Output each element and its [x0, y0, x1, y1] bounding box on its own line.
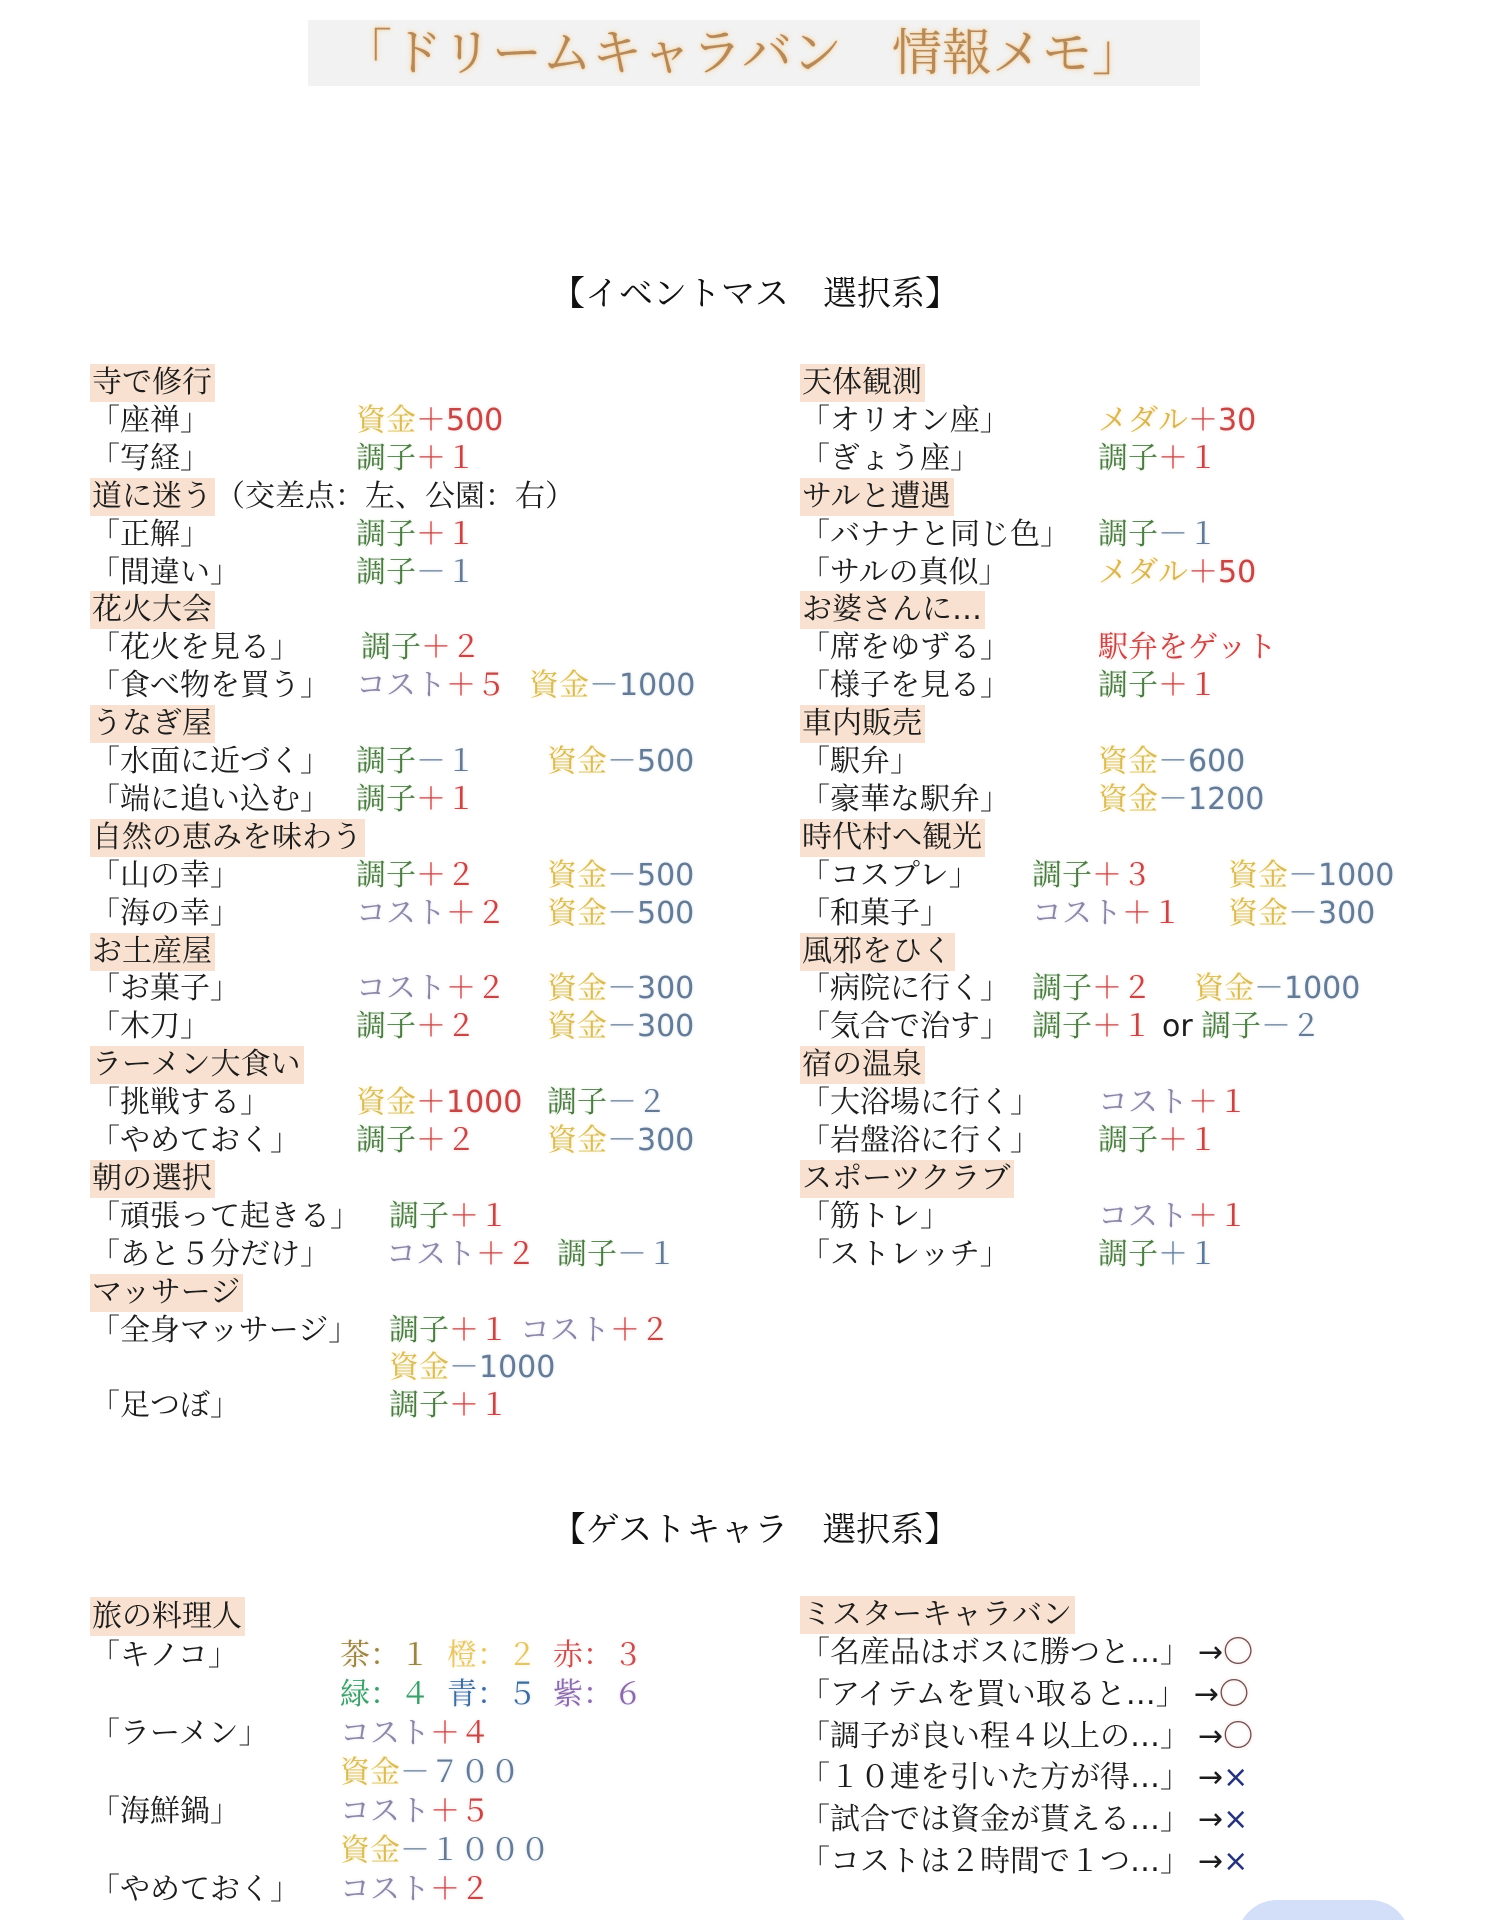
delta-value: －500	[607, 858, 695, 893]
effect	[1032, 857, 1152, 895]
delta-value: ＋１	[1158, 1123, 1218, 1158]
statement-row	[0, 1843, 1510, 1881]
stat-name: 調子	[1032, 858, 1092, 893]
color-code: 緑：４	[340, 1677, 430, 1712]
effect	[1228, 895, 1375, 933]
event-group-header	[0, 705, 1510, 743]
event-group-header	[0, 591, 1510, 629]
stat-name: 資金	[356, 403, 416, 438]
delta-value: ＋２	[610, 1313, 670, 1348]
delta-value: ＋２	[421, 630, 481, 665]
stat-name: メダル	[1098, 555, 1188, 590]
title-banner	[308, 20, 1200, 86]
delta-value: ＋４	[430, 1716, 490, 1751]
event-option-row	[0, 1387, 1510, 1425]
effect	[1098, 1084, 1248, 1122]
delta-value: ＋５	[446, 668, 506, 703]
group-title: スポーツクラブ	[800, 1160, 1014, 1198]
stat-name: コスト	[520, 1313, 610, 1348]
stat-name: コスト	[1098, 1085, 1188, 1120]
option-label: 「気合で治す」	[800, 1009, 1010, 1044]
arrow-icon: →	[1193, 1677, 1219, 1712]
stat-name: 調子	[356, 1123, 416, 1158]
statement-text: 「コストは２時間で１つ…」	[800, 1844, 1190, 1879]
guest-group-header	[0, 1596, 1510, 1634]
stat-name: コスト	[340, 1794, 430, 1829]
event-group-header	[0, 933, 1510, 971]
option-label: 「あと５分だけ」	[90, 1237, 330, 1272]
option-label: 「全身マッサージ」	[90, 1313, 359, 1348]
stat-name: 調子	[356, 517, 416, 552]
option-label: 「水面に近づく」	[90, 744, 330, 779]
group-note: （交差点：左、公園：右）	[215, 479, 575, 514]
delta-value: －１	[416, 744, 476, 779]
group-title: 宿の温泉	[800, 1046, 925, 1084]
stat-name: コスト	[1032, 896, 1122, 931]
arrow-icon: →	[1198, 1719, 1224, 1754]
delta-value: －600	[1158, 744, 1246, 779]
option-label: 「駅弁」	[800, 744, 920, 779]
cross-wrong-icon: ×	[1223, 1802, 1249, 1837]
stat-name: 調子	[356, 858, 416, 893]
or-connector: or	[1162, 1009, 1193, 1044]
effect	[1098, 516, 1218, 554]
stat-name: 調子	[1201, 1009, 1261, 1044]
group-title: 旅の料理人	[90, 1597, 245, 1636]
stat-name: 調子	[361, 630, 421, 665]
group-title: お婆さんに…	[800, 591, 985, 629]
delta-value: －２	[1261, 1009, 1321, 1044]
statement-row	[0, 1634, 1510, 1672]
effect	[520, 1312, 670, 1350]
option-label: 「大浴場に行く」	[800, 1085, 1040, 1120]
delta-value: ＋1000	[416, 1085, 523, 1120]
option-label: 「コスプレ」	[800, 858, 979, 893]
delta-value: ＋３	[1092, 858, 1152, 893]
group-title: 朝の選択	[90, 1160, 215, 1198]
option-label: 「足つぼ」	[90, 1388, 240, 1423]
event-option-row	[0, 1312, 1510, 1350]
option-label: 「バナナと同じ色」	[800, 517, 1070, 552]
stat-name: 調子	[389, 1313, 449, 1348]
event-option-row	[0, 402, 1510, 440]
group-title: ラーメン大食い	[90, 1046, 304, 1084]
stat-name: 調子	[356, 555, 416, 590]
event-option-row	[0, 667, 1510, 705]
page-title: 「ドリームキャラバン 情報メモ」	[342, 24, 1142, 82]
group-title: 天体観測	[800, 364, 925, 402]
effect	[1098, 554, 1256, 592]
color-code: 茶：１	[340, 1638, 430, 1673]
delta-value: ＋１	[1158, 441, 1218, 476]
stat-name: 資金	[547, 896, 607, 931]
delta-value: ＋50	[1188, 555, 1257, 590]
group-title: 寺で修行	[90, 364, 215, 402]
effect	[1201, 1008, 1321, 1046]
color-code: 赤：３	[553, 1638, 643, 1673]
statement	[800, 1634, 1253, 1672]
statement	[800, 1801, 1248, 1839]
stat-name: 調子	[1098, 668, 1158, 703]
stat-name: コスト	[340, 1872, 430, 1907]
option-label: 「筋トレ」	[800, 1199, 950, 1234]
stat-name: コスト	[356, 668, 446, 703]
delta-value: ＋２	[1092, 971, 1152, 1006]
stat-name: 資金	[529, 668, 589, 703]
stat-name: 調子	[356, 782, 416, 817]
arrow-icon: →	[1198, 1635, 1224, 1670]
statement	[800, 1759, 1248, 1797]
option-label: 「岩盤浴に行く」	[800, 1123, 1040, 1158]
stat-name: コスト	[356, 971, 446, 1006]
option-label: 「やめておく」	[90, 1123, 300, 1158]
stat-name: 資金	[1098, 744, 1158, 779]
event-group-header	[0, 1274, 1510, 1312]
delta-value: ＋500	[416, 403, 504, 438]
event-section-heading: 【イベントマス 選択系】	[551, 274, 959, 314]
event-option-row	[0, 895, 1510, 933]
event-group-header	[0, 819, 1510, 857]
delta-value: ＋30	[1188, 403, 1257, 438]
stat-name: 調子	[356, 441, 416, 476]
delta-value: ＋２	[416, 1123, 476, 1158]
delta-value: －２	[607, 1085, 667, 1120]
color-code: 紫：６	[553, 1677, 643, 1712]
event-option-row	[0, 781, 1510, 819]
effect	[389, 1387, 509, 1425]
group-title: 車内販売	[800, 705, 925, 743]
cross-wrong-icon: ×	[1223, 1844, 1249, 1879]
arrow-icon: →	[1198, 1802, 1224, 1837]
delta-value: －1000	[1254, 971, 1361, 1006]
statement-text: 「調子が良い程４以上の…」	[800, 1719, 1190, 1754]
cross-wrong-icon: ×	[1223, 1760, 1249, 1795]
event-option-row	[0, 1198, 1510, 1236]
delta-value: －500	[607, 896, 695, 931]
event-option-row	[0, 629, 1510, 667]
circle-correct-icon: 〇	[1223, 1719, 1254, 1754]
delta-value: ＋２	[416, 858, 476, 893]
delta-value: ＋１	[416, 782, 476, 817]
effect	[1098, 1122, 1218, 1160]
delta-value: －1000	[1288, 858, 1395, 893]
stat-name: 資金	[1228, 858, 1288, 893]
delta-value: ＋１	[1092, 1009, 1152, 1044]
stat-name: 調子	[356, 744, 416, 779]
event-option-row	[0, 1236, 1510, 1274]
stat-name: 資金	[340, 1833, 400, 1868]
group-title: ミスターキャラバン	[800, 1596, 1075, 1634]
option-label: 「豪華な駅弁」	[800, 782, 1010, 817]
stat-name: 資金	[547, 744, 607, 779]
group-title: サルと遭遇	[800, 478, 954, 516]
effect	[1032, 895, 1182, 933]
delta-value: ＋１	[1188, 1085, 1248, 1120]
event-option-row	[0, 516, 1510, 554]
delta-value: ＋１	[1188, 1199, 1248, 1234]
circle-correct-icon: 〇	[1223, 1635, 1254, 1670]
statement-text: 「名産品はボスに勝つと…」	[800, 1635, 1190, 1670]
stat-name: コスト	[340, 1716, 430, 1751]
stat-name: メダル	[1098, 403, 1188, 438]
delta-value: ＋５	[430, 1794, 490, 1829]
event-option-row	[0, 1008, 1510, 1046]
option-label: 「挑戦する」	[90, 1085, 270, 1120]
stat-name: 調子	[1032, 1009, 1092, 1044]
delta-value: －300	[607, 1009, 695, 1044]
delta-value: ＋１	[1158, 1237, 1218, 1272]
delta-value: ＋２	[446, 896, 506, 931]
delta-value: ＋１	[416, 517, 476, 552]
stat-name: 調子	[1098, 517, 1158, 552]
effect	[1228, 857, 1394, 895]
statement-row	[0, 1676, 1510, 1714]
option-label: 「海の幸」	[90, 896, 240, 931]
effect	[1098, 440, 1218, 478]
event-option-row	[0, 440, 1510, 478]
delta-value: －300	[607, 971, 695, 1006]
stat-name: 資金	[1228, 896, 1288, 931]
partial-bubble-shape	[1237, 1900, 1410, 1920]
delta-value: －１	[416, 555, 476, 590]
effect	[1032, 970, 1152, 1008]
delta-value: －１	[617, 1237, 677, 1272]
group-title: マッサージ	[90, 1274, 243, 1312]
delta-value: ＋１	[449, 1388, 509, 1423]
delta-value: －1000	[589, 668, 696, 703]
option-label: 「ストレッチ」	[800, 1237, 1010, 1272]
delta-value: －300	[1288, 896, 1376, 931]
option-label: 「座禅」	[90, 403, 210, 438]
option-label: 「お菓子」	[90, 971, 240, 1006]
event-option-row	[0, 1122, 1510, 1160]
stat-name: 資金	[356, 1085, 416, 1120]
arrow-icon: →	[1198, 1844, 1224, 1879]
stat-name: 調子	[1098, 441, 1158, 476]
option-label: 「写経」	[90, 441, 210, 476]
stat-name: 調子	[557, 1237, 617, 1272]
reward-text: 駅弁をゲット	[1098, 630, 1277, 665]
stat-name: 調子	[356, 1009, 416, 1044]
option-label: 「サルの真似」	[800, 555, 1009, 590]
delta-value: －500	[607, 744, 695, 779]
delta-value: ＋１	[1122, 896, 1182, 931]
statement-text: 「１０連を引いた方が得…」	[800, 1760, 1190, 1795]
statement	[800, 1718, 1253, 1756]
option-label: 「木刀」	[90, 1009, 210, 1044]
statement-row	[0, 1718, 1510, 1756]
statement	[800, 1676, 1249, 1714]
stat-name: 調子	[1098, 1237, 1158, 1272]
effect	[389, 1349, 555, 1387]
stat-name: 資金	[547, 858, 607, 893]
stat-name: コスト	[1098, 1199, 1188, 1234]
delta-value: ＋１	[449, 1199, 509, 1234]
option-label: 「様子を見る」	[800, 668, 1010, 703]
effect	[1098, 667, 1218, 705]
stat-name: 資金	[547, 1123, 607, 1158]
event-option-row	[0, 554, 1510, 592]
event-group-header	[0, 364, 1510, 402]
stat-name: 資金	[547, 971, 607, 1006]
delta-value: －300	[607, 1123, 695, 1158]
effect	[1098, 743, 1245, 781]
statement-row	[0, 1801, 1510, 1839]
option-label: 「オリオン座」	[800, 403, 1010, 438]
group-title: 花火大会	[90, 591, 215, 629]
stat-name: 資金	[1194, 971, 1254, 1006]
stat-name: 調子	[389, 1388, 449, 1423]
option-label: 「山の幸」	[90, 858, 240, 893]
option-label: 「正解」	[90, 517, 210, 552]
option-label: 「やめておく」	[90, 1872, 300, 1907]
group-title: 時代村へ観光	[800, 819, 985, 857]
option-label: 「ラーメン」	[90, 1716, 269, 1751]
statement-row	[0, 1759, 1510, 1797]
option-label: 「間違い」	[90, 555, 240, 590]
option-label: 「キノコ」	[90, 1638, 238, 1673]
delta-value: ＋１	[449, 1313, 509, 1348]
event-option-row	[0, 743, 1510, 781]
stat-name: 調子	[1098, 1123, 1158, 1158]
stat-name: 調子	[389, 1199, 449, 1234]
event-option-row	[0, 970, 1510, 1008]
event-option-row	[0, 1084, 1510, 1122]
statement-text: 「試合では資金が貰える…」	[800, 1802, 1190, 1837]
effect	[1098, 1198, 1248, 1236]
stat-name: コスト	[386, 1237, 476, 1272]
event-group-header	[0, 1046, 1510, 1084]
effect	[1032, 1008, 1152, 1046]
effect	[1098, 1236, 1218, 1274]
stat-name: 調子	[1032, 971, 1092, 1006]
delta-value: ＋２	[430, 1872, 490, 1907]
stat-name: 資金	[389, 1350, 449, 1385]
delta-value: ＋１	[416, 441, 476, 476]
option-label: 「端に追い込む」	[90, 782, 330, 817]
option-label: 「頑張って起きる」	[90, 1199, 360, 1234]
delta-value: ＋２	[446, 971, 506, 1006]
group-title: 風邪をひく	[800, 933, 955, 971]
circle-correct-icon: 〇	[1218, 1677, 1249, 1712]
option-label: 「和菓子」	[800, 896, 950, 931]
delta-value: －１	[1158, 517, 1218, 552]
group-title: お土産屋	[90, 933, 215, 971]
option-label: 「食べ物を買う」	[90, 668, 330, 703]
arrow-icon: →	[1198, 1760, 1224, 1795]
event-option-row-continued	[0, 1349, 1510, 1387]
color-code: 青：５	[447, 1677, 537, 1712]
statement	[800, 1843, 1248, 1881]
delta-value: －１０００	[400, 1833, 550, 1868]
group-title: うなぎ屋	[90, 705, 215, 743]
stat-name: 資金	[547, 1009, 607, 1044]
delta-value: －1200	[1158, 782, 1265, 817]
color-code: 橙：２	[447, 1638, 537, 1673]
effect	[389, 1312, 509, 1350]
statement-text: 「アイテムを買い取ると…」	[800, 1677, 1186, 1712]
option-label: 「病院に行く」	[800, 971, 1010, 1006]
delta-value: －1000	[449, 1350, 556, 1385]
effect	[1098, 781, 1264, 819]
stat-name: 調子	[547, 1085, 607, 1120]
option-label: 「海鮮鍋」	[90, 1794, 240, 1829]
guest-section-heading: 【ゲストキャラ 選択系】	[551, 1510, 959, 1550]
delta-value: ＋２	[476, 1237, 536, 1272]
delta-value: ＋２	[416, 1009, 476, 1044]
effect	[1194, 970, 1360, 1008]
group-title: 自然の恵みを味わう	[90, 819, 365, 857]
event-group-header	[0, 478, 1510, 516]
group-title: 道に迷う	[90, 478, 215, 516]
delta-value: －７００	[400, 1755, 520, 1790]
option-label: 「ぎょう座」	[800, 441, 980, 476]
event-group-header	[0, 1160, 1510, 1198]
stat-name: 資金	[340, 1755, 400, 1790]
stat-name: 資金	[1098, 782, 1158, 817]
option-label: 「花火を見る」	[90, 630, 300, 665]
effect	[1098, 402, 1256, 440]
delta-value: ＋１	[1158, 668, 1218, 703]
event-option-row	[0, 857, 1510, 895]
stat-name: コスト	[356, 896, 446, 931]
option-label: 「席をゆずる」	[800, 630, 1010, 665]
